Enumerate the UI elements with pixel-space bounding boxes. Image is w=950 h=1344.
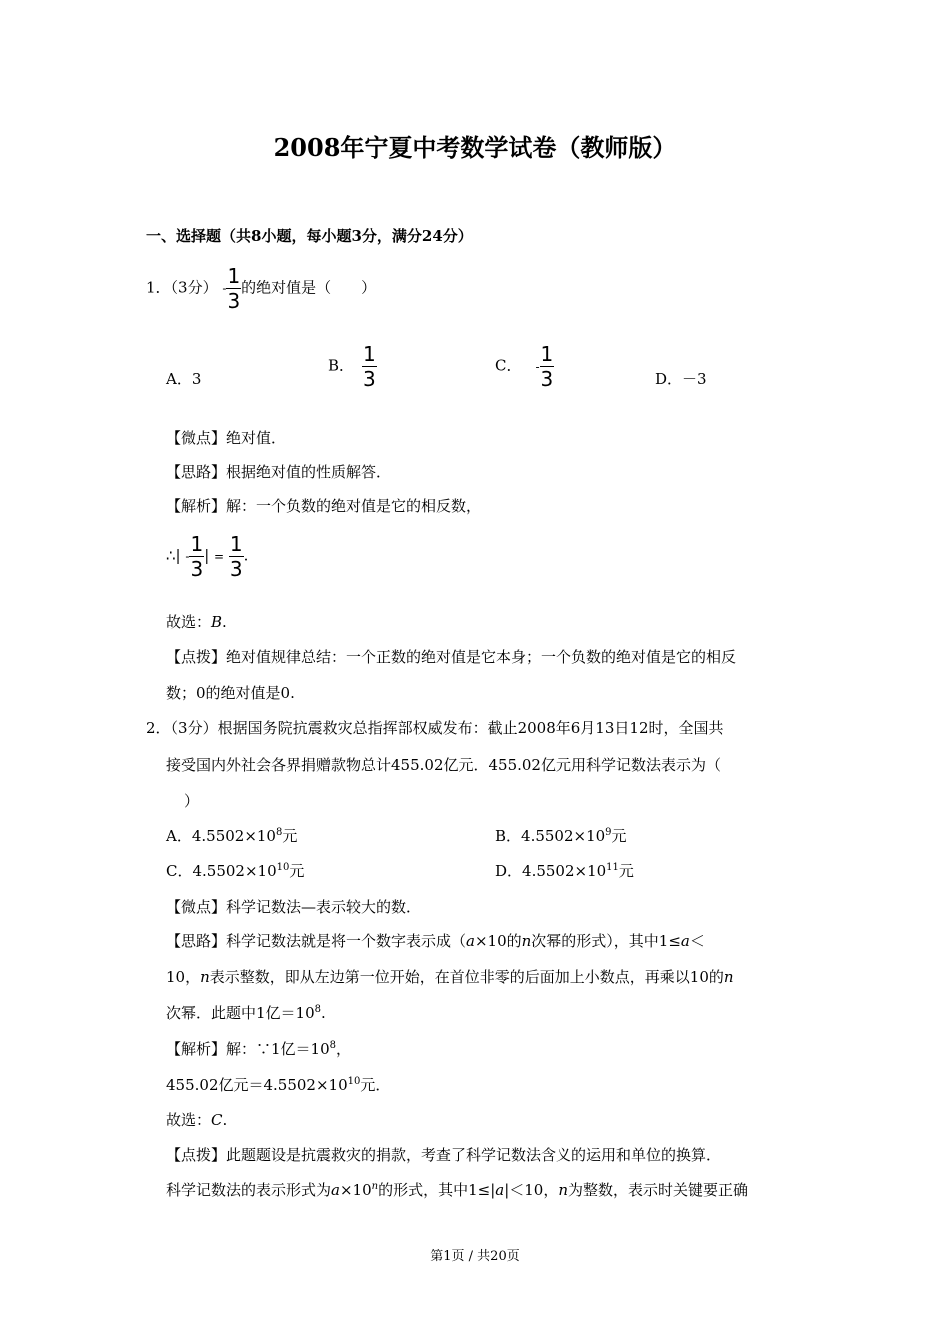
calc-fraction-left — [189, 534, 204, 579]
q1-neg: - — [222, 281, 227, 296]
fraction-numerator: 1 — [190, 532, 204, 556]
therefore-symbol: ∴| — [166, 546, 181, 565]
text: . — [321, 1004, 326, 1022]
q1-option-d: D．－3 — [655, 370, 707, 388]
q1-stem-tail: 的绝对值是（ ） — [241, 278, 377, 297]
q1-option-b — [328, 344, 377, 389]
answer-label: 故选： — [166, 1111, 212, 1129]
calc-neg: - — [185, 549, 190, 564]
q1-fraction — [226, 266, 241, 311]
q1-calculation — [166, 534, 248, 579]
text: 455.02亿元＝4.5502×10 — [166, 1076, 348, 1094]
text: ×10 — [339, 1181, 372, 1199]
fraction-numerator: 1 — [363, 342, 376, 366]
var-n: n — [723, 968, 734, 986]
text: 10， — [166, 968, 201, 986]
q1-answer — [166, 615, 227, 630]
q1-score: （3分） — [170, 278, 218, 297]
q2-stem-line2: 接受国内外社会各界捐赠款物总计455.02亿元．455.02亿元用科学记数法表示为（ — [166, 756, 721, 774]
q2-jiexi — [166, 1042, 351, 1057]
q1-stem — [146, 266, 376, 311]
q2-silu-line1 — [166, 934, 705, 949]
q2-silu-line2 — [166, 970, 734, 985]
answer-label: 故选： — [166, 613, 212, 631]
fraction-denominator: 3 — [363, 367, 376, 391]
option-unit: 元 — [289, 862, 305, 880]
calc-fraction-right — [229, 534, 244, 579]
var-n: n — [521, 932, 532, 950]
q2-silu-line3 — [166, 1006, 326, 1021]
text: 元． — [360, 1076, 391, 1094]
abs-bar: | — [204, 546, 210, 565]
answer-end: . — [222, 613, 227, 631]
fraction-numerator: 1 — [229, 532, 243, 556]
q1-option-b-label: B． — [328, 356, 355, 375]
option-exponent: 11 — [606, 862, 619, 873]
page-footer: 第1页 / 共20页 — [430, 1249, 520, 1264]
option-exponent: 8 — [275, 827, 283, 838]
option-exponent: 9 — [605, 827, 612, 838]
option-unit: 元 — [618, 862, 634, 880]
exponent: 8 — [314, 1004, 322, 1015]
exponent: 8 — [329, 1040, 337, 1051]
option-unit: 元 — [611, 827, 627, 845]
q1-weidian: 【微点】绝对值． — [166, 429, 287, 447]
q2-option-a — [166, 829, 297, 844]
q1-silu: 【思路】根据绝对值的性质解答． — [166, 463, 392, 481]
var-a: a — [466, 932, 475, 950]
option-text: B．4.5502×10 — [495, 827, 606, 845]
q1-option-b-fraction — [362, 344, 377, 389]
fraction-denominator: 3 — [190, 557, 204, 581]
q1-option-c-label: C． — [495, 356, 522, 375]
fraction-denominator: 3 — [229, 557, 243, 581]
text: 科学记数法的表示形式为 — [166, 1181, 332, 1199]
page-title: 2008年宁夏中考数学试卷（教师版） — [273, 133, 677, 162]
q1-option-c-fraction — [540, 344, 555, 389]
var-n: n — [558, 1181, 569, 1199]
answer-letter: B — [211, 613, 223, 631]
answer-end: . — [222, 1111, 228, 1129]
text: 【思路】科学记数法就是将一个数字表示成（ — [166, 932, 467, 950]
q1-option-a: A．3 — [166, 370, 202, 388]
q1-option-c-neg: - — [535, 359, 540, 374]
section-heading: 一、选择题（共8小题，每小题3分，满分24分） — [146, 227, 473, 245]
fraction-numerator: 1 — [227, 264, 241, 288]
calc-end: . — [243, 546, 249, 565]
q2-option-d — [495, 864, 634, 879]
text: 次幂．此题中1亿＝10 — [166, 1004, 315, 1022]
var-a: a — [331, 1181, 340, 1199]
q2-option-b — [495, 829, 627, 844]
exponent-n: n — [371, 1181, 379, 1192]
text: ×10的 — [474, 932, 522, 950]
exponent: 10 — [347, 1076, 361, 1087]
q2-stem-line1: 2．（3分）根据国务院抗震救灾总指挥部权威发布：截止2008年6月13日12时，全国共 — [146, 719, 724, 737]
q1-dianbo-line2: 数；0的绝对值是0. — [166, 684, 295, 702]
equals-sign: = — [214, 549, 225, 564]
text: 表示整数，即从左边第一位开始，在首位非零的后面加上小数点，再乘以10的 — [209, 968, 724, 986]
text: 的形式，其中1≤| — [378, 1181, 496, 1199]
q1-number: 1． — [146, 278, 171, 297]
fraction-denominator: 3 — [227, 289, 241, 313]
option-exponent: 10 — [276, 862, 290, 873]
fraction-numerator: 1 — [540, 342, 554, 366]
var-a: a — [680, 932, 690, 950]
q2-dianbo: 【点拨】此题题设是抗震救灾的捐款，考查了科学记数法含义的运用和单位的换算． — [166, 1146, 722, 1164]
text: ＜ — [689, 932, 705, 950]
q1-dianbo-line1: 【点拨】绝对值规律总结：一个正数的绝对值是它本身；一个负数的绝对值是它的相反 — [166, 648, 737, 666]
text: |＜10， — [504, 1181, 559, 1199]
q1-option-c — [495, 344, 554, 389]
option-text: A．4.5502×10 — [166, 827, 276, 845]
text: 为整数，表示时关键要正确 — [568, 1181, 749, 1199]
answer-letter: C — [211, 1111, 223, 1129]
q2-calculation — [166, 1078, 390, 1093]
q2-stem-line3: ） — [184, 792, 200, 810]
var-a: a — [495, 1181, 505, 1199]
text: ， — [336, 1040, 352, 1058]
text: 【解析】解：∵1亿＝10 — [166, 1040, 330, 1058]
var-n: n — [200, 968, 210, 986]
text: 次幂的形式），其中1≤ — [531, 932, 681, 950]
option-text: C．4.5502×10 — [166, 862, 277, 880]
option-unit: 元 — [282, 827, 298, 845]
q2-last-line — [166, 1183, 748, 1198]
fraction-denominator: 3 — [540, 367, 554, 391]
q2-answer — [166, 1113, 227, 1128]
q2-option-c — [166, 864, 304, 879]
q1-jiexi: 【解析】解：一个负数的绝对值是它的相反数， — [166, 497, 482, 515]
q2-weidian: 【微点】科学记数法—表示较大的数． — [166, 898, 422, 916]
option-text: D．4.5502×10 — [495, 862, 607, 880]
